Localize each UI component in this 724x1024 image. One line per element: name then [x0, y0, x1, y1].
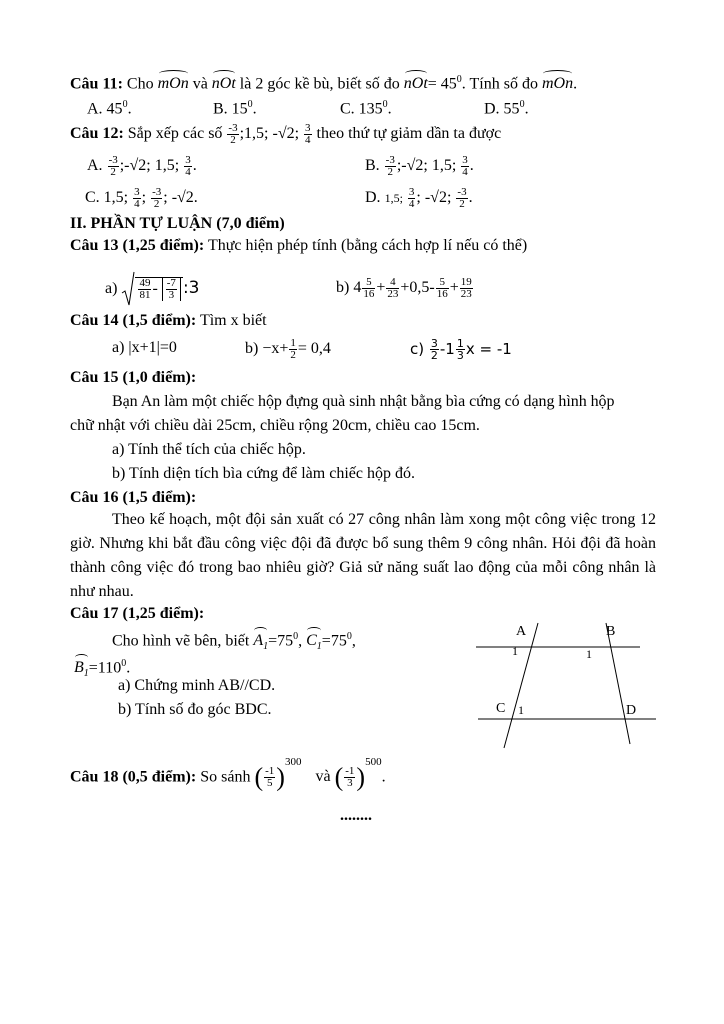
q11-text-3: là 2 góc kề bù, biết số đo	[239, 75, 400, 93]
q11-option-b	[213, 95, 257, 119]
q11-text-6: .	[573, 75, 578, 93]
angle-B1	[74, 658, 89, 684]
deg: 0	[121, 658, 127, 669]
frac-den: 2	[153, 198, 160, 210]
frac-den: 2	[387, 166, 393, 178]
q12-oc-end: ; -√2.	[163, 189, 198, 207]
q11-opt-c-deg: 0	[382, 99, 388, 110]
frac-den: 2	[459, 198, 465, 210]
value-110: =110	[88, 659, 122, 677]
fraction-1-3	[456, 338, 465, 361]
label-D: D	[626, 703, 637, 718]
q12-text-2: ;1,5; -√2;	[239, 125, 300, 143]
frac-num: 19	[460, 275, 472, 288]
fraction-4-23	[386, 277, 399, 300]
q12-line	[70, 123, 501, 146]
frac-num: -3	[385, 154, 395, 166]
q11-opt-a-deg: 0	[122, 99, 128, 110]
q11-opt-b-dot: .	[252, 100, 257, 118]
fraction-3-4	[304, 123, 312, 146]
q14-desc: Tìm x biết	[199, 312, 267, 329]
comma: ,	[351, 632, 356, 650]
q12-option-b	[365, 155, 474, 178]
right-paren-icon: )	[276, 762, 285, 792]
comma: ,	[298, 632, 303, 650]
q14-label: Câu 14 (1,5 điểm):	[70, 312, 197, 329]
q18-and: và	[315, 768, 331, 786]
q15-part-a: a) Tính thể tích của chiếc hộp.	[112, 441, 306, 458]
q15-paragraph-2: chữ nhật với chiều dài 25cm, chiều rộng 20cm, chiều cao 15cm.	[70, 417, 480, 434]
q13-desc: Thực hiện phép tính (bằng cách hợp lí nếu có thể)	[207, 237, 528, 254]
q12-od-label: D.	[365, 189, 381, 207]
q13-b-label: b) 4	[336, 279, 362, 296]
frac-den: 2	[430, 349, 438, 362]
q14-c-end: x = -1	[465, 340, 512, 358]
q12-oa-label: A.	[87, 157, 103, 175]
q16-label: Câu 16 (1,5 điểm):	[70, 489, 197, 506]
angle-A-letter: A	[253, 632, 264, 650]
angle-nOt: nOt	[211, 75, 236, 93]
q14-c-mid: -1	[439, 340, 455, 358]
fraction-neg1-3	[344, 766, 355, 789]
q11-opt-a-dot: .	[127, 100, 132, 118]
q16-text: Theo kế hoạch, một đội sản xuất có 27 công nhân làm xong một công việc trong 12 giờ. Nhưng khi bắt đầu công việc đội đã được bổ sung thêm 9 công nhân. Hỏi đội đã hoàn thành công việc đó trong bao nhiêu giờ? Giả sử năng suất lao động của mỗi công nhân là như nhau.	[70, 511, 656, 600]
q12-option-d	[365, 187, 473, 210]
fraction-3-4	[461, 155, 469, 178]
q11-text-4: = 45	[427, 75, 457, 93]
q14-line	[70, 311, 267, 331]
frac-den: 5	[266, 777, 273, 790]
frac-num: -3	[457, 186, 467, 198]
fraction-5-16	[362, 277, 375, 300]
q11-option-c	[340, 95, 392, 119]
sub-1: 1	[263, 641, 269, 653]
absolute-value	[162, 278, 181, 301]
left-paren-icon: (	[254, 762, 264, 792]
q18-end: .	[381, 768, 386, 786]
angle-B-letter: B	[74, 659, 84, 677]
part2-title: II. PHẦN TỰ LUẬN (7,0 điểm)	[70, 215, 285, 232]
q18-label: Câu 18 (0,5 điểm):	[70, 768, 197, 786]
fraction-3-4	[133, 187, 141, 210]
q11-opt-d-deg: 0	[519, 99, 525, 110]
q11-opt-b-deg: 0	[247, 99, 253, 110]
sub-1: 1	[83, 668, 89, 680]
fraction-3-2	[430, 338, 439, 361]
frac-num: -1	[265, 765, 275, 778]
frac-den: 16	[363, 287, 375, 300]
frac-den: 23	[460, 287, 472, 300]
q12-od-text: ; -√2;	[416, 189, 452, 207]
frac-den: 2	[230, 134, 236, 146]
transversal-B	[606, 623, 630, 744]
frac-num: 3	[185, 154, 191, 166]
label-A: A	[516, 624, 527, 639]
angle-A1	[253, 631, 268, 657]
frac-den: 4	[185, 166, 191, 178]
sqrt-icon	[121, 271, 135, 307]
frac-den: 3	[168, 289, 175, 302]
q11-text-2: và	[192, 75, 208, 93]
q11-opt-c-text: C. 135	[340, 100, 383, 118]
frac-den: 4	[305, 134, 311, 146]
minus: -	[152, 280, 158, 298]
q13-line	[70, 236, 527, 256]
frac-den: 2	[290, 349, 296, 361]
deg: 0	[293, 631, 299, 642]
frac-den: 4	[134, 198, 140, 210]
q11-opt-a-text: A. 45	[87, 100, 123, 118]
q12-oa-end: .	[192, 157, 197, 175]
q14-b-end: = 0,4	[297, 340, 331, 358]
frac-den: 23	[387, 287, 399, 300]
plus: +	[376, 279, 386, 296]
q11-opt-c-dot: .	[387, 100, 392, 118]
frac-den: 3	[347, 777, 353, 790]
geometry-figure	[472, 618, 662, 758]
value-75: =75	[268, 632, 294, 650]
q13-a-label: a)	[105, 280, 118, 297]
q17-part-b: b) Tính số đo góc BDC.	[118, 701, 272, 718]
frac-num: -7	[166, 277, 176, 290]
q12-option-a	[87, 155, 197, 178]
frac-num: -1	[345, 765, 355, 778]
q17-part-a: a) Chứng minh AB//CD.	[118, 677, 276, 694]
q12-od-first: 1,5;	[384, 191, 403, 206]
angle-nOt-2: nOt	[403, 75, 428, 93]
q14-part-c	[410, 338, 512, 361]
exponent-300: 300	[284, 756, 302, 768]
label-C: C	[496, 701, 506, 716]
dot: .	[126, 659, 131, 677]
q12-oa-text: ;-√2; 1,5;	[119, 157, 180, 175]
frac-num: 3	[305, 122, 311, 134]
q12-ob-label: B.	[365, 157, 380, 175]
fraction-neg3-2	[385, 155, 396, 178]
q12-text-1: Sắp xếp các số	[127, 125, 223, 143]
q17-label: Câu 17 (1,25 điểm):	[70, 605, 205, 622]
q13-b-mid: +0,5-	[400, 279, 435, 296]
fraction-19-23	[460, 277, 473, 300]
exponent-500: 500	[365, 756, 382, 768]
sub-1: 1	[316, 641, 322, 653]
q11-opt-b-text: B. 15	[213, 100, 248, 118]
q15-part-b: b) Tính diện tích bìa cứng để làm chiếc hộp đó.	[112, 465, 415, 482]
q11-opt-d-text: D. 55	[484, 100, 520, 118]
plus: +	[449, 279, 459, 296]
q11-option-a	[87, 95, 132, 119]
frac-den: 4	[408, 198, 415, 210]
label-B1: 1	[586, 647, 592, 661]
q13-part-b	[336, 273, 474, 303]
deg: 0	[346, 631, 352, 642]
q13-a-div: :3	[182, 278, 200, 298]
degree-sup: 0	[456, 74, 462, 85]
frac-num: 49	[139, 277, 151, 290]
frac-num: -3	[108, 154, 118, 166]
q18-line	[70, 750, 386, 794]
frac-den: 2	[110, 166, 116, 178]
fraction-5-16	[436, 277, 449, 300]
q13-part-a	[105, 269, 199, 307]
q12-text-3: theo thứ tự giảm dần ta được	[316, 125, 502, 143]
label-A1: 1	[512, 644, 518, 658]
q14-c-label: c)	[410, 340, 425, 358]
angle-mOn: mOn	[157, 75, 189, 93]
fraction-neg1-5	[264, 766, 275, 789]
q17-line-1	[112, 627, 356, 658]
frac-num: 3	[408, 186, 415, 198]
frac-den: 4	[462, 166, 468, 178]
frac-num: 3	[430, 337, 438, 350]
value-75: =75	[321, 632, 347, 650]
q14-b-text: b) −x+	[245, 340, 289, 358]
frac-den: 16	[436, 287, 448, 300]
fraction-neg3-2	[108, 155, 119, 178]
q12-od-end: .	[468, 189, 473, 207]
q15-label: Câu 15 (1,0 điểm):	[70, 369, 197, 386]
frac-num: 1	[290, 337, 296, 349]
left-paren-icon: (	[334, 762, 344, 792]
q11-line	[70, 70, 577, 94]
frac-num: 3	[134, 186, 140, 198]
frac-den: 81	[139, 289, 151, 302]
frac-num: 1	[456, 337, 464, 350]
frac-num: -3	[152, 186, 162, 198]
q15-paragraph-1: Bạn An làm một chiếc hộp đựng quà sinh nhật bằng bìa cứng có dạng hình hộp	[112, 393, 615, 410]
q11-label: Câu 11:	[70, 75, 123, 93]
fraction-3-4	[408, 187, 416, 210]
fraction-neg7-3	[166, 278, 177, 301]
label-B: B	[606, 624, 616, 639]
frac-den: 3	[456, 349, 464, 362]
fraction-neg3-2	[227, 123, 238, 146]
q11-opt-d-dot: .	[524, 100, 529, 118]
angle-C1	[306, 631, 322, 657]
frac-num: 4	[386, 277, 399, 289]
q12-option-c	[85, 187, 198, 210]
q17-text: Cho hình vẽ bên, biết	[112, 632, 250, 650]
fraction-neg3-2	[456, 187, 467, 210]
q12-ob-end: .	[469, 157, 474, 175]
frac-num: 5	[362, 277, 375, 289]
fraction-1-2	[289, 338, 297, 361]
frac-num: 5	[436, 277, 449, 289]
q11-text-1: Cho	[126, 75, 154, 93]
fraction-neg3-2	[151, 187, 162, 210]
label-C1: 1	[518, 703, 524, 717]
angle-C-letter: C	[306, 632, 317, 650]
fraction-3-4	[184, 155, 192, 178]
q11-text-5: . Tính số đo	[461, 75, 538, 93]
q18-text: So sánh	[200, 768, 251, 786]
ellipsis: ........	[340, 807, 372, 824]
fraction-49-81	[138, 278, 151, 301]
angle-mOn-2: mOn	[541, 75, 574, 93]
q12-ob-text: ;-√2; 1,5;	[396, 157, 457, 175]
sqrt-body	[135, 277, 183, 301]
q11-option-d	[484, 95, 529, 119]
q14-part-b	[245, 338, 331, 361]
frac-num: -3	[228, 122, 238, 134]
q14-part-a: a) |x+1|=0	[112, 339, 177, 356]
right-paren-icon: )	[356, 762, 366, 792]
q12-label: Câu 12:	[70, 125, 124, 143]
q12-oc-sep: ;	[141, 189, 147, 207]
frac-num: 3	[462, 154, 468, 166]
q13-label: Câu 13 (1,25 điểm):	[70, 237, 205, 254]
q12-oc-label: C. 1,5;	[85, 189, 129, 207]
transversal-A	[504, 623, 538, 748]
